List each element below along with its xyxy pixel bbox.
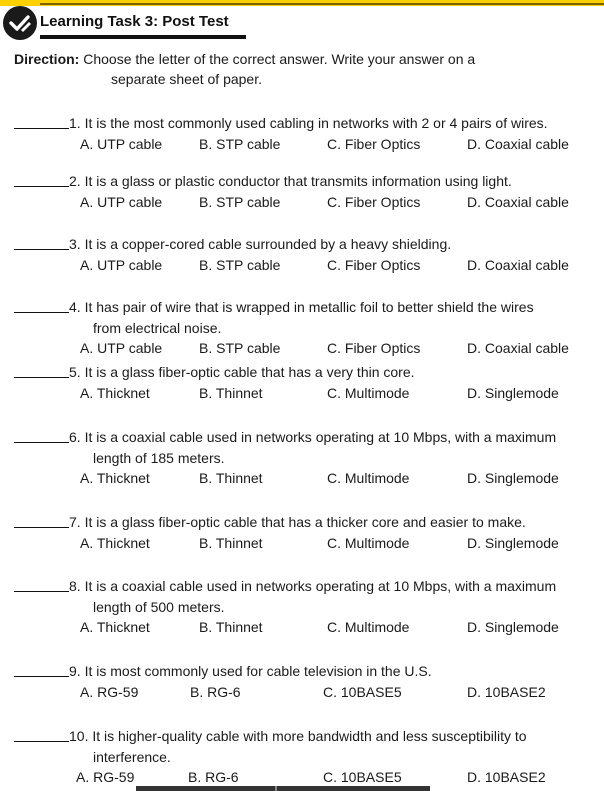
question-number: 10.	[69, 728, 89, 744]
answer-options	[14, 255, 604, 276]
question-item	[14, 576, 604, 638]
question-item	[14, 113, 604, 155]
answer-option-b[interactable]: B. RG-6	[190, 683, 241, 700]
answer-option-c[interactable]: C. Multimode	[327, 384, 410, 401]
answer-option-b[interactable]: B. Thinnet	[199, 470, 263, 486]
task-badge	[3, 6, 37, 40]
answer-option-c[interactable]: C. Fiber Optics	[327, 256, 421, 273]
question-prompt: It is a copper-cored cable surrounded by a heavy shielding.	[84, 236, 452, 252]
direction-text: Choose the letter of the correct answer. Write your answer on a	[83, 51, 476, 67]
question-prompt-continued: interference.	[93, 748, 171, 765]
answer-option-d[interactable]: D. Coaxial cable	[467, 256, 569, 273]
answer-option-a[interactable]: A. Thicknet	[80, 384, 150, 401]
answer-option-a[interactable]: A. RG-59	[80, 683, 139, 700]
question-item	[14, 362, 604, 404]
answer-options	[14, 468, 604, 489]
answer-options	[14, 682, 604, 703]
question-item	[14, 726, 604, 788]
question-text	[69, 726, 604, 747]
answer-options	[14, 533, 604, 554]
tab-divider	[275, 786, 277, 791]
question-text	[69, 512, 604, 533]
answer-option-d[interactable]: D. Singlemode	[467, 384, 559, 401]
answer-option-b[interactable]: B. RG-6	[188, 769, 239, 785]
answer-option-b[interactable]: B. Thinnet	[199, 534, 263, 551]
answer-blank[interactable]	[14, 726, 69, 742]
question-prompt: It is a glass or plastic conductor that transmits information using light.	[84, 173, 512, 189]
answer-option-d[interactable]: D. 10BASE2	[467, 769, 546, 785]
answer-option-a[interactable]: A. Thicknet	[80, 619, 150, 635]
direction-label: Direction:	[14, 51, 80, 67]
question-item	[14, 297, 604, 359]
answer-option-b[interactable]: B. STP cable	[199, 135, 281, 152]
question-number: 3.	[69, 236, 81, 252]
direction-text-continued: separate sheet of paper.	[111, 71, 262, 87]
answer-option-d[interactable]: D. Singlemode	[467, 619, 559, 635]
question-text	[69, 297, 604, 318]
answer-option-b[interactable]: B. Thinnet	[199, 384, 263, 401]
bottom-tab-strip	[136, 786, 430, 791]
answer-options	[14, 192, 604, 213]
answer-blank[interactable]	[14, 576, 69, 592]
question-number: 9.	[69, 663, 81, 679]
question-prompt: It is a glass fiber-optic cable that has a thicker core and easier to make.	[84, 514, 526, 530]
answer-option-c[interactable]: C. Fiber Optics	[327, 135, 421, 152]
title-underline	[40, 35, 246, 39]
answer-blank[interactable]	[14, 362, 69, 378]
answer-option-a[interactable]: A. Thicknet	[80, 534, 150, 551]
answer-option-c[interactable]: C. Fiber Optics	[327, 193, 421, 210]
question-number: 6.	[69, 429, 81, 445]
direction-block	[14, 49, 584, 89]
answer-option-a[interactable]: A. Thicknet	[80, 470, 150, 486]
question-prompt-continued: length of 500 meters.	[93, 598, 225, 615]
answer-option-b[interactable]: B. STP cable	[199, 256, 281, 273]
answer-option-c[interactable]: C. Multimode	[327, 470, 410, 486]
question-text	[69, 427, 604, 448]
answer-option-d[interactable]: D. Coaxial cable	[467, 135, 569, 152]
answer-option-d[interactable]: D. Coaxial cable	[467, 193, 569, 210]
question-item	[14, 661, 604, 703]
answer-option-a[interactable]: A. RG-59	[76, 769, 135, 785]
answer-option-c[interactable]: C. 10BASE5	[323, 683, 402, 700]
answer-option-d[interactable]: D. Coaxial cable	[467, 340, 569, 356]
question-item	[14, 512, 604, 554]
answer-blank[interactable]	[14, 297, 69, 313]
answer-blank[interactable]	[14, 661, 69, 677]
question-prompt: It is most commonly used for cable television in the U.S.	[84, 663, 432, 679]
question-prompt-continued: length of 185 meters.	[93, 449, 225, 466]
answer-blank[interactable]	[14, 113, 69, 129]
answer-options	[14, 134, 604, 155]
question-text	[69, 171, 604, 192]
question-prompt: It is a glass fiber-optic cable that has a very thin core.	[84, 364, 415, 380]
question-prompt: It is a coaxial cable used in networks operating at 10 Mbps, with a maximum	[84, 429, 557, 445]
question-prompt: It is the most commonly used cabling in networks with 2 or 4 pairs of wires.	[84, 115, 548, 131]
answer-options	[14, 617, 604, 638]
checkmark-pencil-icon	[7, 10, 33, 36]
answer-options	[14, 383, 604, 404]
question-number: 1.	[69, 115, 81, 131]
question-text	[69, 362, 604, 383]
question-item	[14, 234, 604, 276]
question-prompt: It is a coaxial cable used in networks operating at 10 Mbps, with a maximum	[84, 578, 557, 594]
answer-option-a[interactable]: A. UTP cable	[80, 340, 163, 356]
page-title: Learning Task 3: Post Test	[40, 13, 229, 30]
question-prompt-continued: from electrical noise.	[93, 319, 222, 336]
answer-option-c[interactable]: C. Fiber Optics	[327, 340, 421, 356]
question-item	[14, 171, 604, 213]
question-item	[14, 427, 604, 489]
question-number: 7.	[69, 514, 81, 530]
answer-option-d[interactable]: D. Singlemode	[467, 470, 559, 486]
answer-options	[14, 767, 604, 788]
question-number: 8.	[69, 578, 81, 594]
answer-option-d[interactable]: D. Singlemode	[467, 534, 559, 551]
question-text	[69, 113, 604, 134]
top-banner-edge	[40, 3, 604, 5]
question-prompt: It is higher-quality cable with more bandwidth and less susceptibility to	[92, 728, 527, 744]
answer-option-b[interactable]: B. STP cable	[199, 193, 281, 210]
answer-option-c[interactable]: C. 10BASE5	[323, 769, 402, 785]
answer-option-a[interactable]: A. UTP cable	[80, 135, 163, 152]
answer-option-a[interactable]: A. UTP cable	[80, 256, 163, 273]
answer-option-c[interactable]: C. Multimode	[327, 619, 410, 635]
answer-blank[interactable]	[14, 234, 69, 250]
answer-option-a[interactable]: A. UTP cable	[80, 193, 163, 210]
question-text	[69, 576, 604, 597]
answer-blank[interactable]	[14, 427, 69, 443]
answer-options	[14, 338, 604, 359]
answer-blank[interactable]	[14, 171, 69, 187]
question-number: 2.	[69, 173, 81, 189]
answer-option-b[interactable]: B. STP cable	[199, 340, 281, 356]
question-number: 4.	[69, 299, 81, 315]
question-number: 5.	[69, 364, 81, 380]
answer-option-d[interactable]: D. 10BASE2	[467, 683, 546, 700]
question-text	[69, 234, 604, 255]
answer-option-c[interactable]: C. Multimode	[327, 534, 410, 551]
question-text	[69, 661, 604, 682]
question-prompt: It has pair of wire that is wrapped in metallic foil to better shield the wires	[84, 299, 534, 315]
answer-blank[interactable]	[14, 512, 69, 528]
answer-option-b[interactable]: B. Thinnet	[199, 619, 263, 635]
